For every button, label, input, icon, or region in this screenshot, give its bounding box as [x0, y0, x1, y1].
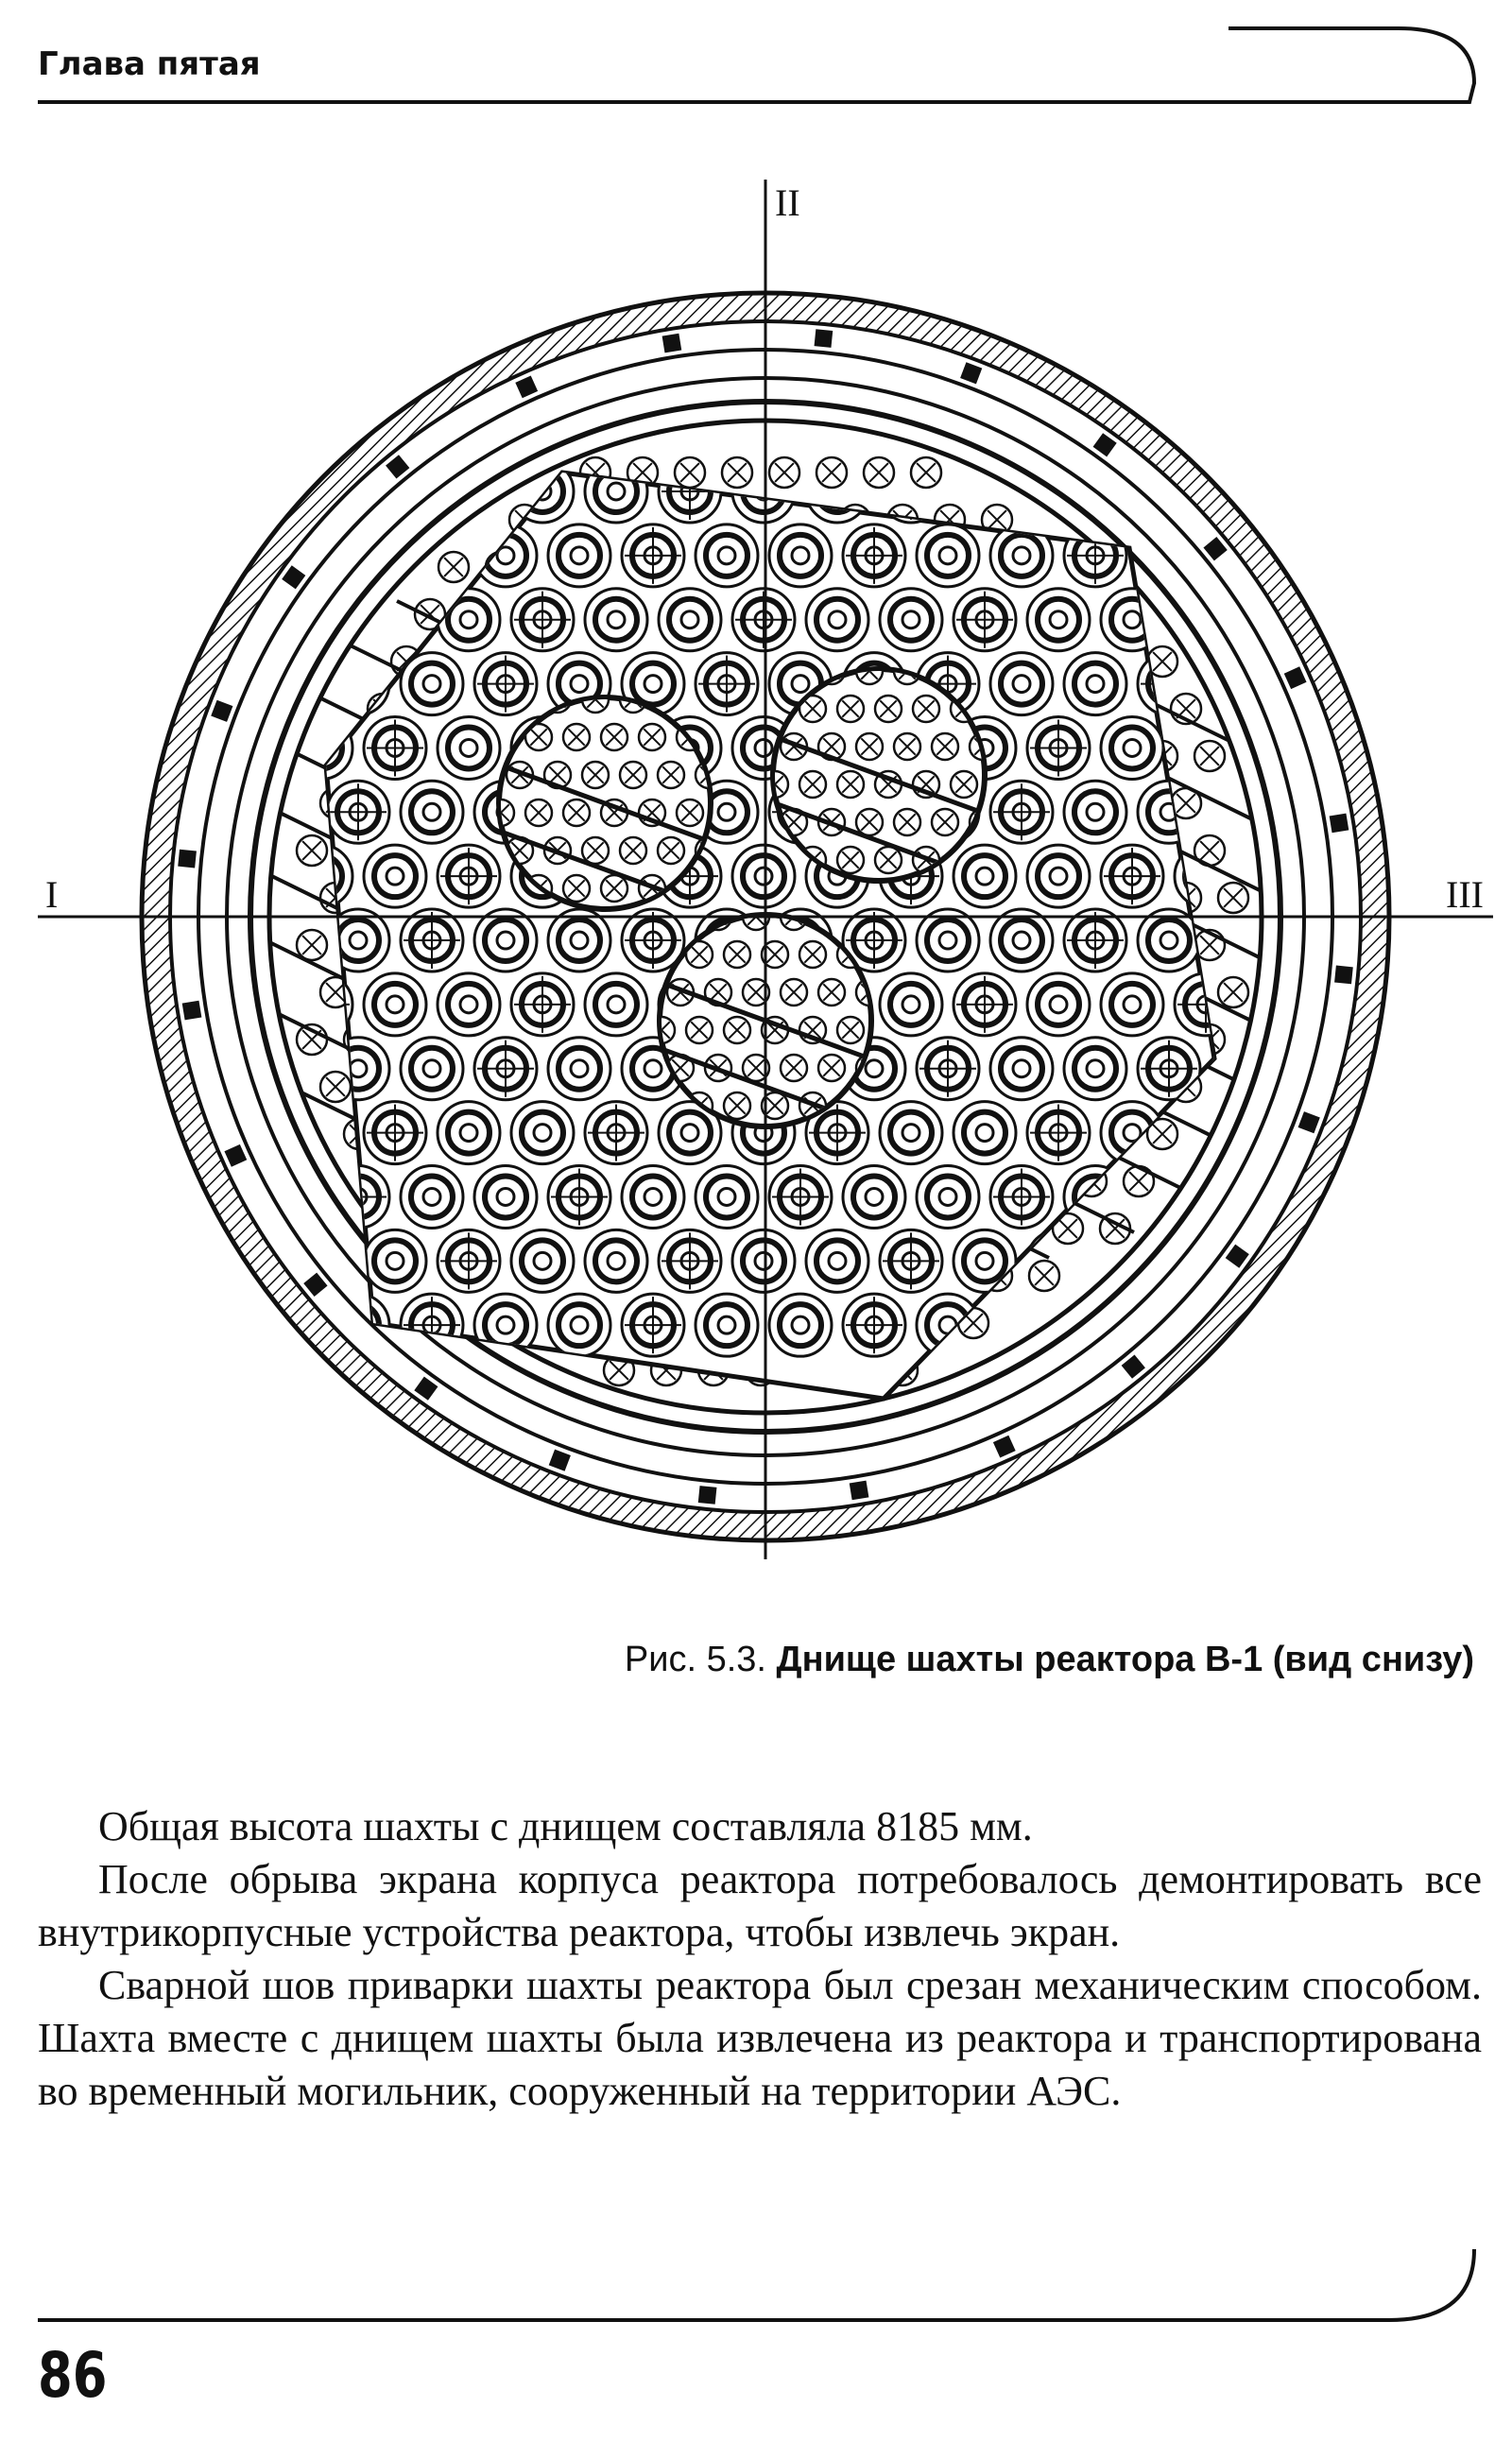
channel-core	[829, 611, 846, 628]
channel-core	[976, 1252, 993, 1269]
channel-cross	[1104, 463, 1160, 520]
channel-core	[387, 868, 404, 885]
channel-core	[387, 611, 404, 628]
channel-core	[866, 1060, 883, 1077]
channel	[1211, 1165, 1274, 1228]
channel-ring	[337, 535, 379, 576]
channel-core	[1087, 803, 1104, 820]
bolt	[960, 362, 982, 384]
bolt	[1122, 1354, 1145, 1378]
channel-core	[313, 739, 330, 756]
channel-core	[350, 932, 367, 949]
reactor-drawing	[38, 180, 1493, 1559]
channel-core	[387, 1252, 404, 1269]
channel-core	[608, 996, 625, 1013]
chapter-header: Глава пятая	[38, 45, 261, 83]
channel-ring	[1148, 535, 1190, 576]
channel-core	[1013, 1316, 1030, 1333]
channel-core	[718, 1316, 735, 1333]
channel-core	[644, 1060, 662, 1077]
bolt	[850, 1481, 869, 1501]
channel-core	[939, 1316, 956, 1333]
bolt	[1284, 666, 1307, 689]
paragraph: Общая высота шахты с днищем составляла 8185 мм.	[98, 1803, 1033, 1849]
channel-core	[313, 868, 330, 885]
bolt	[211, 700, 232, 722]
channel-core	[571, 1316, 588, 1333]
figure-caption	[625, 1640, 1474, 1680]
channel-ring	[1222, 791, 1263, 833]
channel-core	[460, 1125, 477, 1142]
channel-core	[1124, 996, 1141, 1013]
bolt	[549, 1450, 571, 1471]
bolt	[1093, 433, 1117, 456]
channel-core	[902, 611, 919, 628]
bolt	[1298, 1111, 1320, 1133]
channel-core	[1013, 1060, 1030, 1077]
channel-core	[350, 676, 367, 693]
channel-core	[1160, 676, 1177, 693]
channel-core	[534, 483, 551, 500]
channel-core	[976, 868, 993, 885]
channel-core	[423, 803, 440, 820]
channel-core	[608, 1252, 625, 1269]
channel-core	[1050, 611, 1067, 628]
channel-ring	[301, 1240, 342, 1281]
bolt	[1226, 1245, 1249, 1268]
footer-rule	[38, 2249, 1474, 2320]
channel-core	[976, 483, 993, 500]
channel-core	[755, 739, 772, 756]
axis-label-top: II	[775, 181, 800, 224]
channel-core	[1087, 676, 1104, 693]
bolt	[815, 329, 833, 348]
page-number: 86	[38, 2339, 108, 2412]
channel	[1138, 524, 1200, 587]
caption-number: Рис. 5.3.	[624, 1640, 766, 1679]
channel-core	[792, 676, 809, 693]
bolt	[414, 1377, 438, 1401]
channel-core	[423, 676, 440, 693]
channel	[1101, 460, 1163, 523]
channel-core	[1234, 1188, 1251, 1205]
body-text	[38, 1800, 1482, 2118]
caption-title: Днище шахты реактора В-1 (вид снизу)	[776, 1640, 1474, 1679]
axis-label-left: I	[45, 873, 59, 916]
channel-core	[866, 1188, 883, 1205]
channel-core	[1050, 996, 1067, 1013]
channel-core	[1197, 868, 1214, 885]
channel-core	[1087, 1060, 1104, 1077]
bolt	[178, 850, 197, 868]
channel-core	[976, 1125, 993, 1142]
channel-core	[497, 932, 514, 949]
channel-core	[681, 611, 698, 628]
channel-core	[423, 1188, 440, 1205]
channel-core	[718, 547, 735, 564]
bolt	[698, 1486, 717, 1505]
channel-core	[460, 996, 477, 1013]
channel-ring	[1111, 471, 1153, 512]
channel-core	[1160, 932, 1177, 949]
channel-core	[1050, 868, 1067, 885]
channel-core	[608, 611, 625, 628]
bolt	[515, 375, 538, 398]
channel-core	[571, 932, 588, 949]
bolt	[1203, 537, 1227, 560]
paragraph: После обрыва экрана корпуса реактора потребовалось демонтировать все внутрикорпусные устройства реактора, чтобы извлечь экран.	[38, 1856, 1482, 1955]
bolt	[303, 1273, 327, 1297]
channel-core	[571, 676, 588, 693]
bolt	[282, 565, 305, 589]
bolt	[993, 1436, 1016, 1458]
channel-core	[534, 1252, 551, 1269]
bolt	[386, 455, 409, 478]
bolt	[1334, 966, 1353, 985]
bolt	[1330, 814, 1349, 834]
channel-core	[534, 1125, 551, 1142]
channel	[1175, 1230, 1237, 1292]
axis-label-right: III	[1446, 873, 1484, 916]
channel-core	[1124, 611, 1141, 628]
bolt	[182, 1001, 202, 1021]
channel-core	[497, 1188, 514, 1205]
channel-core	[939, 547, 956, 564]
channel-core	[571, 547, 588, 564]
channel-core	[571, 1060, 588, 1077]
bolt	[224, 1144, 247, 1167]
channel-core	[460, 611, 477, 628]
channel-core	[939, 932, 956, 949]
channel-core	[1124, 739, 1141, 756]
channel-core	[608, 483, 625, 500]
channel-core	[902, 1125, 919, 1142]
channel-core	[644, 1188, 662, 1205]
channel-core	[423, 1060, 440, 1077]
channel-core	[755, 1252, 772, 1269]
channel-core	[792, 1316, 809, 1333]
channel-core	[460, 739, 477, 756]
channel-core	[1013, 932, 1030, 949]
channel-core	[939, 1188, 956, 1205]
channel-core	[718, 803, 735, 820]
bolt	[662, 334, 682, 353]
channel-core	[1013, 676, 1030, 693]
channel-core	[644, 676, 662, 693]
channel-core	[902, 996, 919, 1013]
paragraph: Сварной шов приварки шахты реактора был срезан механическим способом. Шахта вместе с днищем шахты была извлечена из реактора и транспортирована во временный могильник, сооруженный на территории АЭС.	[38, 1962, 1482, 2114]
channel-core	[1013, 547, 1030, 564]
channel	[1211, 653, 1274, 715]
channel-core	[792, 547, 809, 564]
channel-core	[829, 1252, 846, 1269]
channel-core	[387, 996, 404, 1013]
channel-cross	[1214, 1168, 1271, 1225]
channel-core	[755, 868, 772, 885]
channel-core	[718, 1188, 735, 1205]
channel-core	[681, 1125, 698, 1142]
channel-core	[497, 1316, 514, 1333]
